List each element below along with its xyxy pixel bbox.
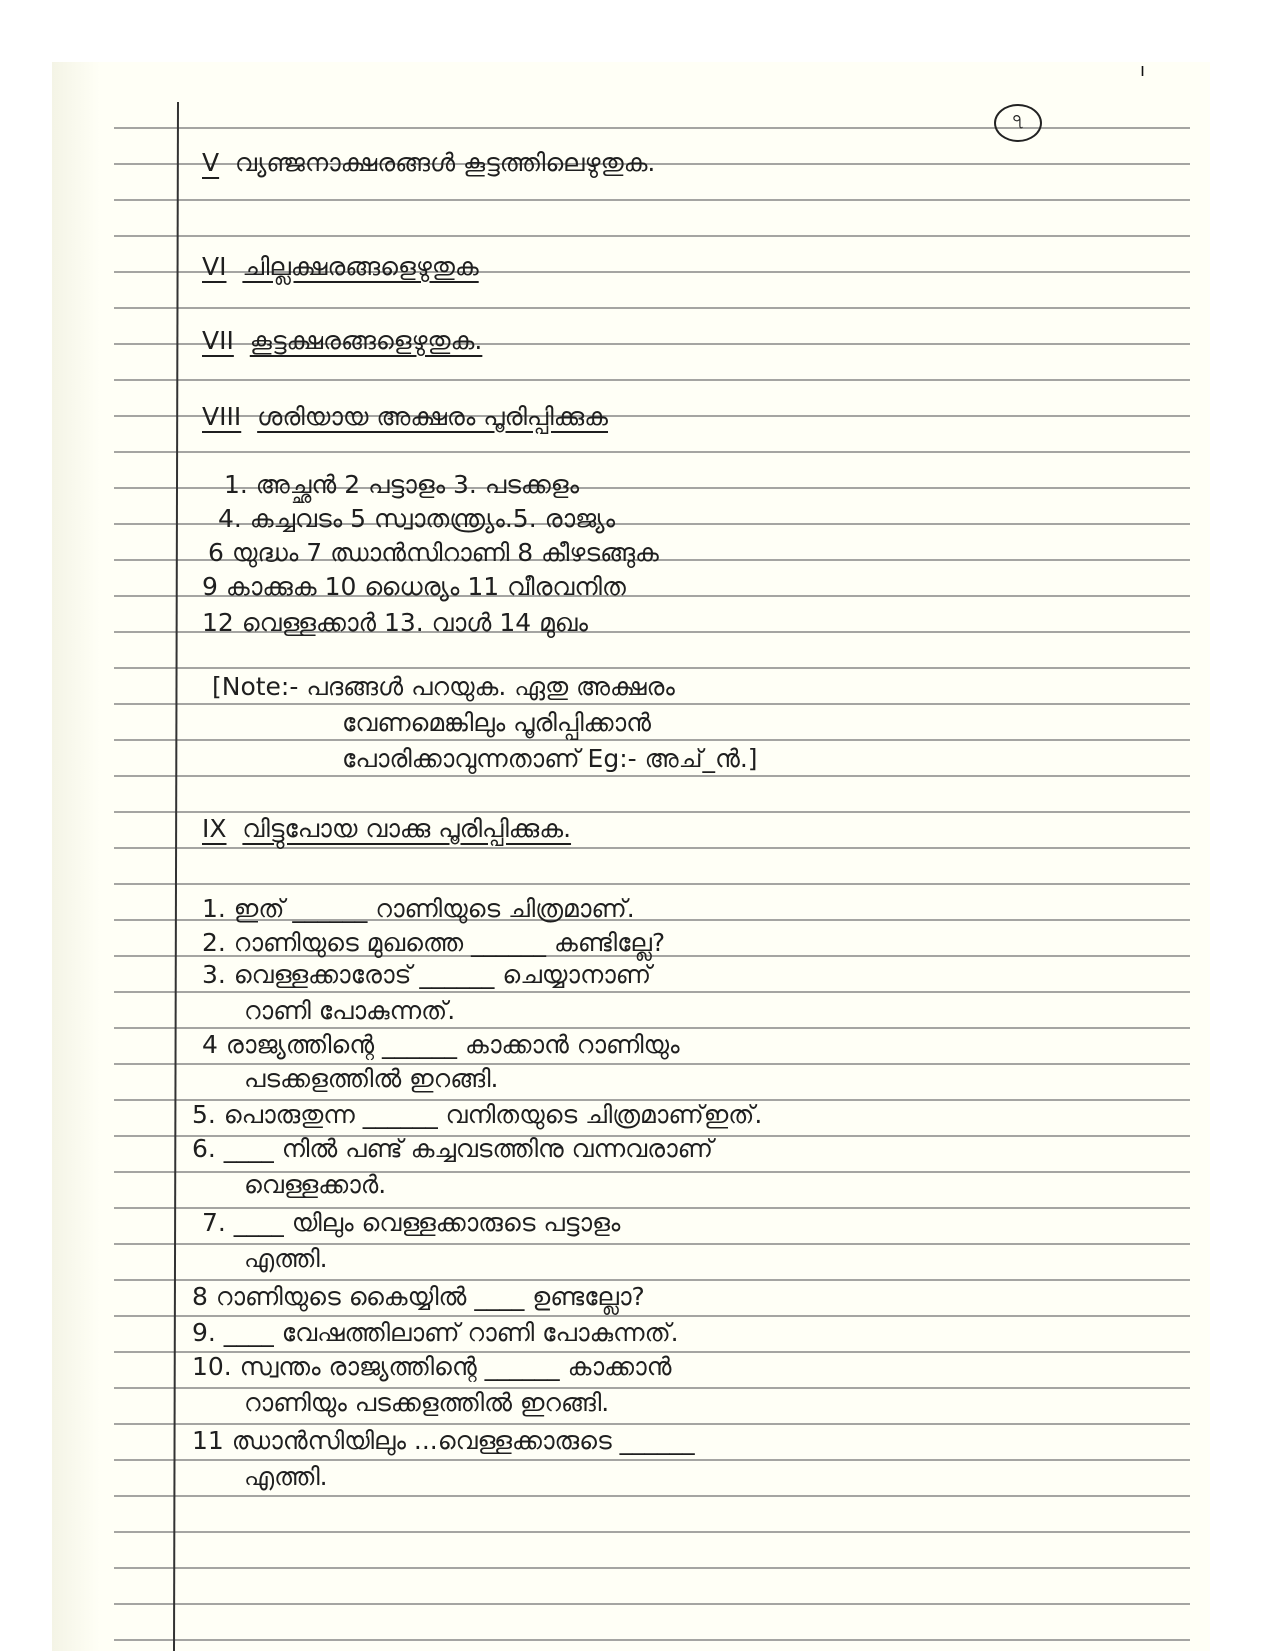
section-vii-heading <box>202 328 482 353</box>
section-vi-text: ചില്ലക്ഷരങ്ങളെഴുതുക <box>242 252 479 281</box>
word-row: 9 കാക്കുക 10 ധൈര്യം 11 വീരവനിത <box>202 572 626 601</box>
ruled-lines <box>52 62 1210 1651</box>
section-ix-heading <box>202 816 571 841</box>
exercise-line: 5. പൊരുതുന്ന ______ വനിതയുടെ ചിത്രമാണ്ഇത്. <box>192 1100 763 1129</box>
exercise-line: വെള്ളക്കാർ. <box>244 1170 387 1199</box>
exercise-line: 6. ____ നിൽ പണ്ട് കച്ചവടത്തിനു വന്നവരാണ് <box>192 1134 714 1163</box>
exercise-line: 10. സ്വന്തം രാജ്യത്തിന്റെ ______ കാക്കാൻ <box>192 1352 672 1381</box>
notebook-page <box>52 62 1210 1651</box>
word-row: 6 യുദ്ധം 7 ഝാൻസിറാണി 8 കീഴടങ്ങുക <box>208 538 659 567</box>
section-vi-numeral: VI <box>202 252 227 281</box>
section-ix-numeral: IX <box>202 814 227 843</box>
page-number: ৭ <box>994 104 1042 142</box>
exercise-line: 7. ____ യിലും വെള്ളക്കാരുടെ പട്ടാളം <box>202 1208 621 1237</box>
exercise-line: റാണിയും പടക്കളത്തിൽ ഇറങ്ങി. <box>244 1388 610 1417</box>
exercise-line: പടക്കളത്തിൽ ഇറങ്ങി. <box>244 1064 499 1093</box>
corner-mark: ı <box>1140 62 1146 81</box>
exercise-line: 1. ഇത് ______ റാണിയുടെ ചിത്രമാണ്. <box>202 894 635 923</box>
section-viii-heading <box>202 404 608 429</box>
word-row: 4. കച്ചവടം 5 സ്വാതന്ത്ര്യം.5. രാജ്യം <box>218 504 616 533</box>
exercise-line: 8 റാണിയുടെ കൈയ്യിൽ ____ ഉണ്ടല്ലോ? <box>192 1282 645 1311</box>
note-line: [Note:- പദങ്ങൾ പറയുക. ഏതു അക്ഷരം <box>212 672 675 701</box>
exercise-line: 9. ____ വേഷത്തിലാണ് റാണി പോകുന്നത്. <box>192 1318 679 1347</box>
exercise-line: എത്തി. <box>244 1462 328 1491</box>
section-v-text: വ്യഞ്ജനാക്ഷരങ്ങൾ കൂട്ടത്തിലെഴുതുക. <box>235 148 656 177</box>
section-viii-numeral: VIII <box>202 402 242 431</box>
exercise-line: 4 രാജ്യത്തിന്റെ ______ കാക്കാൻ റാണിയും <box>202 1030 680 1059</box>
section-v-numeral: V <box>202 148 220 177</box>
section-vii-text: കൂട്ടക്ഷരങ്ങളെഴുതുക. <box>249 326 483 355</box>
note-line: വേണമെങ്കിലും പൂരിപ്പിക്കാൻ <box>342 708 651 737</box>
note-line: പോരിക്കാവുന്നതാണ് Eg:- അച്_ൻ.] <box>342 744 758 773</box>
section-viii-text: ശരിയായ അക്ഷരം പൂരിപ്പിക്കുക <box>257 402 609 431</box>
exercise-line: എത്തി. <box>244 1244 328 1273</box>
exercise-line: റാണി പോകുന്നത്. <box>244 996 456 1025</box>
word-row: 1. അച്ഛൻ 2 പട്ടാളം 3. പടക്കളം <box>224 470 580 499</box>
word-row: 12 വെള്ളക്കാർ 13. വാൾ 14 മുഖം <box>202 608 589 637</box>
section-vii-numeral: VII <box>202 326 234 355</box>
exercise-line: 2. റാണിയുടെ മുഖത്തെ ______ കണ്ടില്ലേ? <box>202 928 666 957</box>
margin-line <box>174 102 178 1651</box>
section-vi-heading <box>202 254 479 279</box>
exercise-line: 3. വെള്ളക്കാരോട് ______ ചെയ്യാനാണ് <box>202 960 652 989</box>
section-v-heading <box>202 150 655 175</box>
section-ix-text: വിട്ടുപോയ വാക്കു പൂരിപ്പിക്കുക. <box>242 814 572 843</box>
exercise-line: 11 ഝാൻസിയിലും ...വെള്ളക്കാരുടെ ______ <box>192 1426 695 1455</box>
